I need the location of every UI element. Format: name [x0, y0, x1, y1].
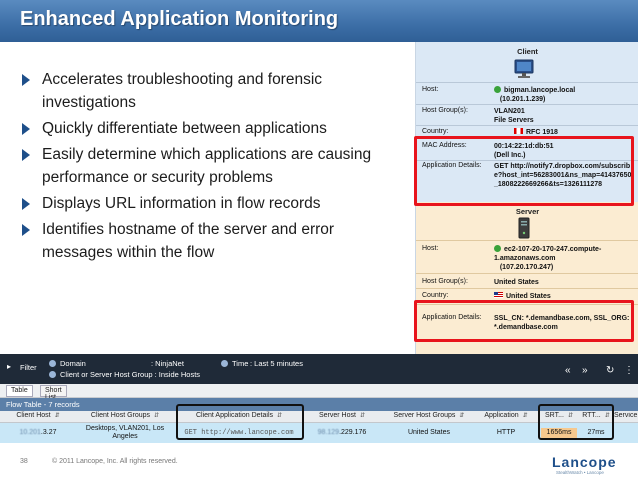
- page-number: 38: [20, 458, 28, 465]
- filter-domain-value: : NinjaNet: [151, 359, 184, 368]
- flow-table-title: Flow Table - 7 records: [0, 398, 638, 411]
- client-highlight-box: [414, 136, 634, 206]
- latency-highlight-box: [538, 404, 614, 440]
- us-flag-icon: [494, 292, 503, 298]
- domain-icon: [49, 360, 56, 367]
- col-rtt[interactable]: RTT... ⇵: [582, 412, 610, 419]
- bullet-item: Identifies hostname of the server and error messages within the flow: [20, 218, 400, 264]
- server-label: Server: [515, 207, 540, 216]
- bullet-arrow-icon: [22, 198, 30, 210]
- server-icon: [513, 217, 535, 239]
- logo-tagline: StealthWatch • Lancope: [556, 470, 604, 475]
- bullet-item: Displays URL information in flow records: [20, 192, 400, 215]
- cell-client-app: GET http://www.lancope.com: [184, 429, 294, 437]
- bullet-list: [20, 68, 400, 267]
- divider: [416, 104, 638, 105]
- server-section: Server Host: ec2-107-20-170-247.compute-1.amazonaws.com (107.20.170.247) Host Group(s): United States Country: United States Application Details: SSL_CN: *.demandbase.com, SSL_ORG: *.demandbase.com: [416, 202, 638, 354]
- divider: [416, 288, 638, 289]
- filter-bar: [0, 354, 638, 384]
- sort-icon[interactable]: ⇵: [154, 413, 160, 419]
- prev-icon[interactable]: «: [565, 365, 571, 376]
- title-bar: [0, 0, 638, 42]
- sort-icon[interactable]: ⇵: [522, 413, 528, 419]
- app-details-highlight-box: [176, 404, 304, 440]
- filter-label[interactable]: Filter: [20, 363, 37, 372]
- table-toolbar: [0, 384, 638, 398]
- client-app-value: GET http://notify7.dropbox.com/subscribe?host_int=56283001&ns_map=41437650_1808222669266&ts=1326111278: [494, 163, 632, 188]
- bullet-item: Accelerates troubleshooting and forensic investigations: [20, 68, 400, 114]
- server-host-value[interactable]: ec2-107-20-170-247.compute-1.amazonaws.com: [494, 246, 602, 262]
- col-server-host[interactable]: Server Host ⇵: [319, 412, 365, 419]
- status-ok-icon: [494, 86, 501, 93]
- server-highlight-box: [414, 300, 634, 342]
- canada-flag-icon: [514, 128, 523, 134]
- server-app-value: SSL_CN: *.demandbase.com, SSL_ORG: *.demandbase.com: [494, 315, 630, 331]
- time-icon: [221, 360, 228, 367]
- divider: [416, 82, 638, 83]
- menu-icon[interactable]: ⋮: [624, 365, 634, 376]
- sort-icon[interactable]: ⇵: [54, 413, 60, 419]
- client-label: Client: [517, 47, 538, 56]
- lancope-logo: Lancope: [552, 454, 617, 470]
- slide-title: Enhanced Application Monitoring: [20, 8, 339, 30]
- tab-short-list[interactable]: Short: [40, 385, 67, 397]
- cell-srt: 1656ms: [541, 428, 577, 438]
- filter-time-key: Time: [232, 359, 249, 368]
- filter-domain-key: Domain: [60, 359, 86, 368]
- tab-table[interactable]: Table: [6, 385, 33, 397]
- col-srt[interactable]: SRT... ⇵: [545, 412, 573, 419]
- col-client-host-groups[interactable]: Client Host Groups ⇵: [90, 412, 160, 419]
- filter-time-value: : Last 5 minutes: [250, 359, 303, 368]
- client-host-value[interactable]: bigman.lancope.local: [504, 87, 576, 94]
- col-client-app-details[interactable]: Client Application Details ⇵: [195, 412, 283, 419]
- filter-expand-icon[interactable]: ▸: [7, 362, 12, 371]
- bullet-item: Easily determine which applications are causing performance or security problems: [20, 143, 400, 189]
- refresh-icon[interactable]: ↻: [606, 365, 615, 376]
- sort-icon[interactable]: ⇵: [459, 413, 465, 419]
- filter-group-text: Client or Server Host Group : Inside Hosts: [60, 370, 201, 379]
- divider: [416, 125, 638, 126]
- bullet-arrow-icon: [22, 74, 30, 86]
- cell-client-host: 10.201.3.27: [19, 429, 57, 436]
- copyright: © 2011 Lancope, Inc. All rights reserved.: [52, 458, 178, 465]
- cell-client-groups: Desktops, VLAN201, Los Angeles: [85, 425, 165, 440]
- sort-icon[interactable]: ⇵: [359, 413, 365, 419]
- bullet-arrow-icon: [22, 224, 30, 236]
- sort-icon[interactable]: ⇵: [604, 413, 610, 419]
- next-icon[interactable]: »: [582, 365, 588, 376]
- bullet-arrow-icon: [22, 123, 30, 135]
- client-section: Client Host: bigman.lancope.local (10.201.1.239) Host Group(s): VLAN201 File Servers Country: RFC 1918 MAC Address: 00:14:22:1d:db:51 (Dell Inc.) Application Details: GET http://notify7.dropbox.com/subscribe?host_int=56283001&ns_map=41437650_1808222669266&ts=1326111278: [416, 42, 638, 202]
- divider: [416, 240, 638, 241]
- cell-rtt: 27ms: [587, 429, 605, 436]
- cell-server-groups: United States: [407, 429, 451, 436]
- cell-application: HTTP: [496, 429, 516, 436]
- bullet-arrow-icon: [22, 149, 30, 161]
- col-server-host-groups[interactable]: Server Host Groups ⇵: [393, 412, 465, 419]
- sort-icon[interactable]: ⇵: [277, 413, 283, 419]
- bullet-item: Quickly differentiate between applications: [20, 117, 400, 140]
- col-client-host[interactable]: Client Host ⇵: [16, 412, 60, 419]
- monitor-icon: [513, 58, 535, 80]
- cell-server-host: 98.129.229.176: [317, 429, 367, 436]
- slide-footer: [0, 448, 638, 478]
- col-application[interactable]: Application ⇵: [484, 412, 528, 419]
- divider: [416, 273, 638, 274]
- group-icon: [49, 371, 56, 378]
- col-service[interactable]: Service: [614, 412, 638, 419]
- sort-icon[interactable]: ⇵: [567, 413, 573, 419]
- status-ok-icon: [494, 245, 501, 252]
